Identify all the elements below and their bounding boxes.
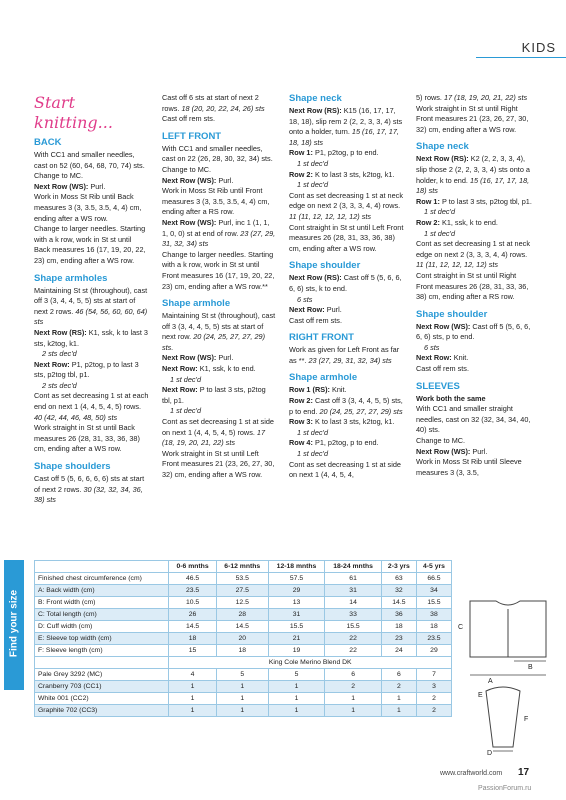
value-cell: 2 [416, 693, 451, 705]
value-cell: 36 [381, 609, 416, 621]
value-cell: 27.5 [216, 585, 268, 597]
lf-text-3: Change to larger needles. Starting with a k row, work in St st until Front measures 16 (17, 19, 20, 22, 23) cm, ending after a WS row.** [162, 249, 275, 291]
back-next-row [34, 182, 149, 193]
value-cell: 2 [381, 681, 416, 693]
start-knitting-title: Start knitting... [34, 93, 113, 132]
value-cell: 14.5 [381, 597, 416, 609]
value-cell: 4 [169, 669, 216, 681]
lf-text-1: With CC1 and smaller needles, cast on 22 (26, 28, 30, 32, 34) sts. Change to MC. [162, 143, 273, 174]
section-label: KIDS [521, 40, 556, 55]
shoulder-heading: Shape shoulder [416, 308, 488, 320]
value-cell: 13 [268, 597, 325, 609]
ra-row-4: Row 4: P1, p2tog, p to end. [289, 438, 379, 448]
column-3 [289, 93, 407, 481]
header-cell: 4-5 yrs [416, 561, 451, 573]
dec-note: 2 sts dec'd [42, 349, 77, 359]
ra-row-3: Row 3: K to last 3 sts, k2tog, k1. [289, 417, 395, 427]
value-cell: 63 [381, 573, 416, 585]
value-cell: 6 [325, 669, 382, 681]
value-cell: 22 [325, 645, 382, 657]
shoulders-heading: Shape shoulders [34, 461, 111, 473]
row-text: K1, ssk, k to last 3 sts, k2tog, k1. [34, 327, 148, 348]
value-cell: 29 [268, 585, 325, 597]
value-cell: 20 [216, 633, 268, 645]
value-cell: 14.5 [216, 621, 268, 633]
value-cell: 24 [381, 645, 416, 657]
armholes-text [34, 286, 149, 328]
back-heading: BACK [34, 137, 62, 148]
back-text-4: Change to larger needles. Starting with a k row, work in St st until Back measures 16 (17, 19, 20, 22, 23) cm, ending after a WS row. [34, 224, 146, 265]
dec-note: 1 st dec'd [170, 406, 202, 416]
neck-next-row: Next Row (RS): K15 (16, 17, 17, 18, 18), slip rem 2 (2, 2, 3, 3, 4) sts onto a holder, turn. 15 (16, 17, 17, 18, 18) sts [289, 106, 403, 147]
label-f: F [524, 716, 529, 723]
armholes-next-row-2 [34, 360, 149, 381]
right-front-heading: RIGHT FRONT [289, 332, 354, 344]
neck-row-2: Row 2: K to last 3 sts, k2tog, k1. [289, 169, 395, 179]
neck-next-row: Next Row (RS): K2 (2, 2, 3, 3, 4), slip those 2 (2, 2, 3, 3, 4) sts onto a holder, k to end. 15 (16, 17, 17, 18, 18) sts [416, 154, 530, 196]
value-cell: 18 [416, 621, 451, 633]
shoulder-next-row-1: Next Row (RS): Cast off 5 (5, 6, 6, 6, 6) sts, k to end. [289, 273, 402, 293]
value-cell: 5 [216, 669, 268, 681]
cast-off-text: Cast off 6 sts at start of next 2 rows. 18 (20, 20, 22, 24, 26) sts [162, 93, 265, 113]
neck-straight: Cont straight in St st until Left Front measures 26 (28, 31, 33, 36, 38) cm, ending after a WS row. [289, 222, 404, 253]
row-label-cell: Finished chest circumference (cm) [35, 573, 169, 585]
garment-diagram [458, 597, 558, 757]
para-text: Maintaining St st (throughout), cast off 3 (3, 4, 4, 5, 5) sts at start of next 2 rows. [34, 285, 148, 316]
value-cell: 15.5 [268, 621, 325, 633]
table-row [35, 621, 452, 633]
stitch-count: 46 (54, 56, 60, 60, 64) sts [34, 306, 148, 327]
column-2 [162, 93, 277, 481]
label-d: D [487, 750, 493, 757]
value-cell: 23.5 [169, 585, 216, 597]
back-text-3: Work in Moss St Rib until Back measures 3 (3, 3.5, 3.5, 4, 4) cm, ending after a WS row. [34, 192, 142, 223]
table-header-row [35, 561, 452, 573]
row-label-cell: C: Total length (cm) [35, 609, 169, 621]
value-cell: 5 [268, 669, 325, 681]
table-row [35, 609, 452, 621]
dec-note: 1 st dec'd [297, 449, 329, 459]
value-cell: 1 [169, 693, 216, 705]
dec-note: 2 sts dec'd [42, 380, 77, 390]
value-cell: 2 [325, 681, 382, 693]
yarn-header-cell: King Cole Merino Blend DK [169, 657, 452, 669]
straight-text: Work straight in St st until Right Front measures 21 (23, 26, 27, 30, 32) cm, ending after a WS row. [416, 103, 529, 134]
table-row [35, 669, 452, 681]
label-a: A [488, 678, 493, 685]
table-row [35, 705, 452, 717]
footer-url: www.craftworld.com [440, 770, 503, 777]
value-cell: 19 [268, 645, 325, 657]
value-cell: 14 [325, 597, 382, 609]
value-cell: 53.5 [216, 573, 268, 585]
table-row [35, 681, 452, 693]
value-cell: 61 [325, 573, 382, 585]
header-cell: 6-12 mnths [216, 561, 268, 573]
ah-next-row-2: Next Row: K1, ssk, k to end. [162, 364, 256, 374]
row-label-cell: White 001 (CC2) [35, 693, 169, 705]
ah-next-row-3: Next Row: P to last 3 sts, p2tog tbl, p1. [162, 385, 266, 405]
value-cell: 1 [381, 693, 416, 705]
header-cell: 18-24 mnths [325, 561, 382, 573]
value-cell: 15.5 [325, 621, 382, 633]
armhole-heading: Shape armhole [162, 298, 231, 310]
value-cell: 23.5 [416, 633, 451, 645]
back-text-1: With CC1 and smaller needles, cast on 52 (60, 64, 68, 70, 74) sts. [34, 150, 145, 170]
dec-note: 1 st dec'd [424, 228, 456, 238]
value-cell: 1 [216, 705, 268, 717]
header-cell: 2-3 yrs [381, 561, 416, 573]
neck-row-1: Row 1: P to last 3 sts, p2tog tbl, p1. [416, 196, 532, 206]
value-cell: 2 [416, 705, 451, 717]
sleeves-text-1: With CC1 and smaller straight needles, cast on 32 (32, 34, 34, 40, 40) sts. [416, 404, 531, 435]
stitch-count: 6 sts [297, 294, 313, 304]
value-cell: 12.5 [216, 597, 268, 609]
row-label-cell: B: Front width (cm) [35, 597, 169, 609]
ah-text-2: Cont as set decreasing 1 st at side on next 1 (4, 4, 5, 4, 5) rows. 17 (18, 19, 20, 21, 22) sts [162, 417, 274, 448]
value-cell: 10.5 [169, 597, 216, 609]
left-front-heading: LEFT FRONT [162, 130, 222, 142]
dec-note: 1 st dec'd [170, 374, 202, 384]
row-label: Next Row: [34, 359, 70, 369]
value-cell: 15 [169, 645, 216, 657]
value-cell: 1 [216, 681, 268, 693]
label-c: C [458, 624, 464, 631]
armholes-cont: Cont as set decreasing 1 st at each end on next 1 (4, 4, 5, 4, 5) rows. 40 (42, 44, 46, 48, 50) sts [34, 391, 149, 422]
value-cell: 21 [268, 633, 325, 645]
row-label-cell: Graphite 702 (CC3) [35, 705, 169, 717]
value-cell: 34 [416, 585, 451, 597]
table-row [35, 693, 452, 705]
header-cell [35, 561, 169, 573]
sleeves-text-2: Change to MC. [416, 436, 466, 446]
shoulder-next-row-1: Next Row (WS): Cast off 5 (5, 6, 6, 6, 6) sts, p to end. [416, 321, 531, 342]
row-label-cell: D: Cuff width (cm) [35, 621, 169, 633]
header-cell: 0-6 mnths [169, 561, 216, 573]
row-label: Next Row (WS): [34, 181, 89, 191]
dec-note: 1 st dec'd [297, 158, 329, 168]
dec-note: 1 st dec'd [424, 207, 456, 217]
ra-row-1: Row 1 (RS): Knit. [289, 385, 347, 395]
rows-text: 5) rows. 17 (18, 19, 20, 21, 22) sts [416, 93, 528, 102]
value-cell: 23 [381, 633, 416, 645]
value-cell: 3 [416, 681, 451, 693]
ra-cont: Cont as set decreasing 1 st at side on next 1 (4, 4, 5, 4, [289, 459, 401, 480]
shoulder-next-row-2: Next Row: Purl. [289, 305, 342, 315]
row-label-cell: E: Sleeve top width (cm) [35, 633, 169, 645]
sleeves-heading: SLEEVES [416, 380, 460, 392]
value-cell: 6 [381, 669, 416, 681]
row-label: Next Row (RS): [34, 327, 87, 337]
sleeves-next-row: Next Row (WS): Purl. [416, 446, 488, 456]
value-cell: 31 [268, 609, 325, 621]
value-cell: 33 [325, 609, 382, 621]
sleeve-outline [486, 687, 520, 747]
value-cell: 1 [268, 681, 325, 693]
value-cell: 1 [325, 693, 382, 705]
value-cell: 18 [381, 621, 416, 633]
yarn-header-row [35, 657, 452, 669]
neck-row-2: Row 2: K1, ssk, k to end. [416, 217, 498, 227]
value-cell: 1 [381, 705, 416, 717]
watermark: PassionForum.ru [478, 785, 532, 792]
table-row [35, 633, 452, 645]
neck-cont: Cont as set decreasing 1 st at neck edge on next 2 (3, 3, 3, 4, 4) rows. 11 (11, 12, 12, 12, 12) sts [416, 239, 530, 270]
side-label: Find your size [8, 589, 20, 658]
lf-text-2: Work in Moss St Rib until Front measures 3 (3, 3.5, 3.5, 4, 4) cm, ending after a RS row. [162, 186, 270, 217]
shoulder-next-row-2: Next Row: Knit. [416, 353, 469, 363]
value-cell: 32 [381, 585, 416, 597]
label-b: B [528, 664, 533, 671]
value-cell: 1 [169, 705, 216, 717]
shoulder-cast-off: Cast off rem sts. [416, 364, 469, 374]
row-text: Purl. [90, 181, 106, 191]
row-label-cell: F: Sleeve length (cm) [35, 645, 169, 657]
sleeves-sub: Work both the same [416, 393, 486, 403]
value-cell: 15.5 [416, 597, 451, 609]
value-cell: 1 [268, 705, 325, 717]
value-cell: 7 [416, 669, 451, 681]
value-cell: 38 [416, 609, 451, 621]
label-e: E [478, 692, 483, 699]
cast-off-rem: Cast off rem sts. [162, 114, 215, 124]
armholes-next-row-1 [34, 328, 149, 349]
neck-heading: Shape neck [416, 141, 469, 153]
value-cell: 14.5 [169, 621, 216, 633]
empty-cell [35, 657, 169, 669]
row-label-cell: Pale Grey 3292 (MC) [35, 669, 169, 681]
find-your-size-tab [4, 560, 24, 690]
ah-text-1: Maintaining St st (throughout), cast off 3 (3, 4, 4, 5, 5) sts at start of next row. 20 (24, 25, 27, 27, 29) sts. [162, 311, 276, 352]
neck-cont: Cont as set decreasing 1 st at neck edge on next 2 (3, 3, 3, 4, 4) rows. 11 (11, 12, 12, 12, 12) sts [289, 190, 403, 221]
dec-note: 1 st dec'd [297, 427, 329, 437]
value-cell: 18 [216, 645, 268, 657]
value-cell: 1 [169, 681, 216, 693]
dec-note: 1 st dec'd [297, 180, 329, 190]
value-cell: 26 [169, 609, 216, 621]
lf-next-row-1: Next Row (WS): Purl. [162, 175, 234, 185]
value-cell: 1 [268, 693, 325, 705]
shoulders-text: Cast off 5 (5, 6, 6, 6, 6) sts at start of next 2 rows. 30 (32, 32, 34, 36, 38) sts [34, 474, 145, 505]
size-table [34, 560, 452, 717]
back-text-2: Change to MC. [34, 171, 84, 181]
ra-row-2: Row 2: Cast off 3 (3, 4, 4, 5, 5) sts, p to end. 20 (24, 25, 27, 27, 29) sts [289, 396, 403, 416]
row-text: P1, p2tog, p to last 3 sts, p2tog tbl, p1. [34, 359, 139, 380]
column-4 [416, 93, 534, 478]
value-cell: 22 [325, 633, 382, 645]
table-row [35, 645, 452, 657]
value-cell: 31 [325, 585, 382, 597]
column-1 [34, 93, 149, 506]
header-cell: 12-18 mnths [268, 561, 325, 573]
stitch-count: 6 sts [424, 342, 440, 352]
lf-next-row-2: Next Row (WS): Purl, inc 1 (1, 1, 1, 0, 0) st at end of row. 23 (27, 29, 31, 32, 34) sts [162, 217, 276, 249]
page-number: 17 [518, 767, 530, 778]
sleeves-text-3: Work in Moss St Rib until Sleeve measures 3 (3, 3.5, [416, 457, 522, 477]
row-label-cell: Cranberry 703 (CC1) [35, 681, 169, 693]
ah-text-3: Work straight in St st until Left Front measures 21 (23, 26, 27, 30, 32) cm, ending after a WS row. [162, 448, 275, 479]
value-cell: 66.5 [416, 573, 451, 585]
row-label-cell: A: Back width (cm) [35, 585, 169, 597]
ah-next-row-1: Next Row (WS): Purl. [162, 353, 234, 363]
table-row [35, 573, 452, 585]
armholes-straight: Work straight in St st until Back measures 26 (28, 31, 33, 36, 38) cm, ending after a WS row. [34, 423, 140, 454]
value-cell: 57.5 [268, 573, 325, 585]
value-cell: 1 [216, 693, 268, 705]
table-row [35, 597, 452, 609]
rf-text: Work as given for Left Front as far as **. 23 (27, 29, 31, 32, 34) sts [289, 345, 400, 365]
ra-heading: Shape armhole [289, 372, 358, 384]
shoulder-heading: Shape shoulder [289, 260, 361, 272]
shoulder-cast-off: Cast off rem sts. [289, 315, 342, 325]
value-cell: 1 [325, 705, 382, 717]
value-cell: 29 [416, 645, 451, 657]
value-cell: 46.5 [169, 573, 216, 585]
section-rule [476, 57, 566, 58]
table-row [35, 585, 452, 597]
value-cell: 28 [216, 609, 268, 621]
armholes-heading: Shape armholes [34, 272, 108, 284]
neck-straight: Cont straight in St st until Right Front measures 26 (28, 31, 33, 36, 38) cm, ending after a RS row. [416, 270, 529, 302]
neck-heading: Shape neck [289, 93, 342, 104]
value-cell: 18 [169, 633, 216, 645]
neck-row-1: Row 1: P1, p2tog, p to end. [289, 148, 379, 158]
